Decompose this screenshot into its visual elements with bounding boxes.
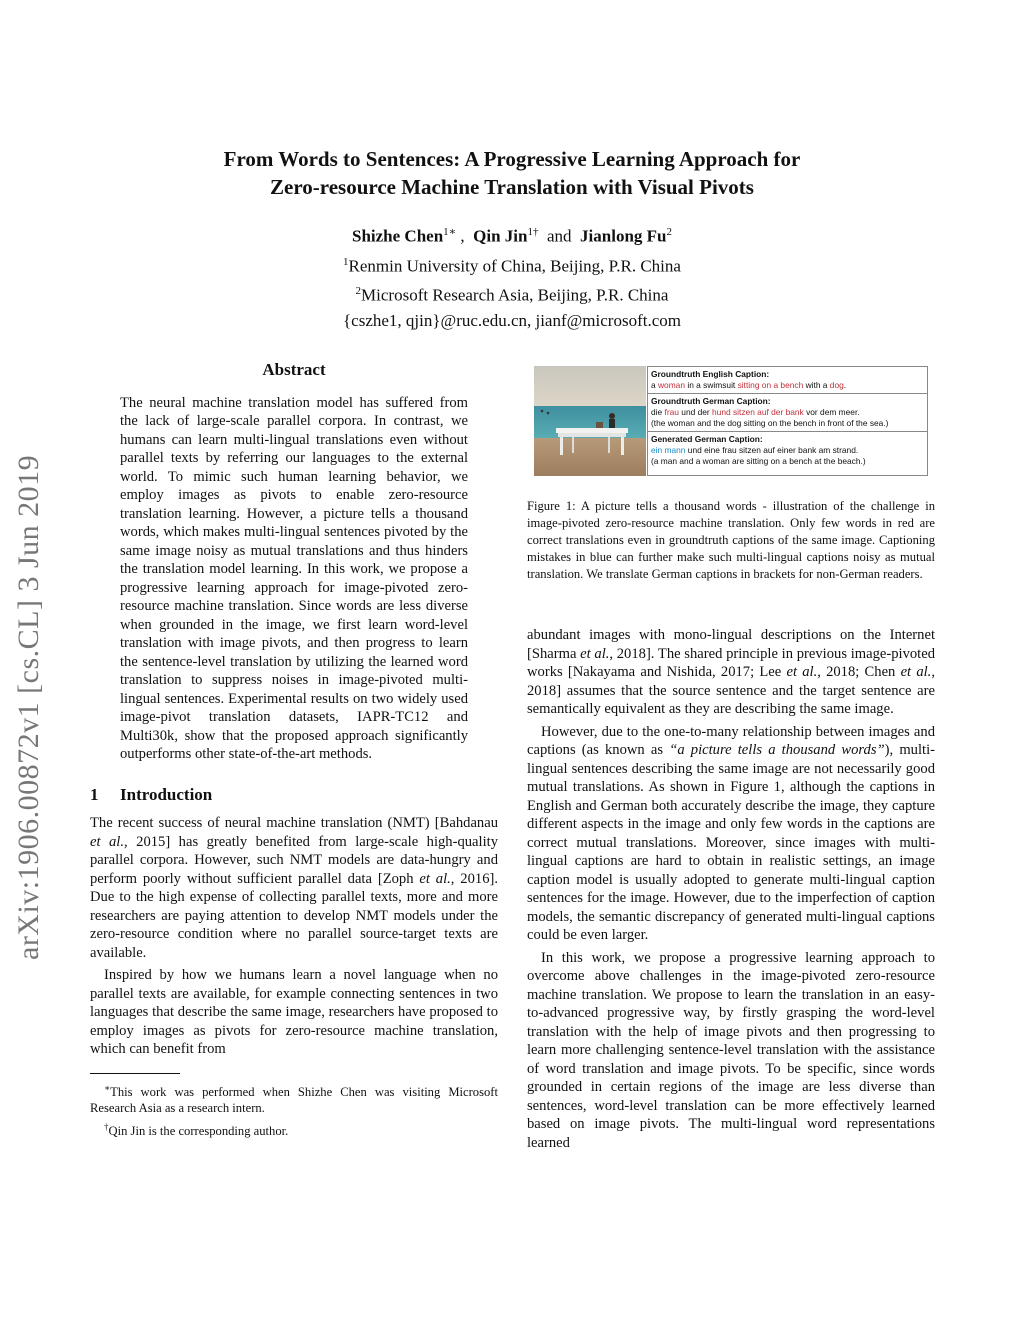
text-run: ), multi-lingual sentences describing the same image are not necessarily good mutual translations. As shown in Figure 1, although the captions in English and German both accurately describe the image, they capture different aspects in the image and only few words in the captions are correct mutual translations. Moreover, since images with multi-lingual captions are hard to obtain in realistic settings, an image caption model is usually adopted to generate multi-lingual caption sentences for the image. However, due to the imperfection of caption models, the semantic discrepancy of generated multi-lingual captions could be even larger. xyxy=(527,742,935,943)
author-separator: , xyxy=(456,226,474,246)
caption-heading: Groundtruth German Caption: xyxy=(651,396,771,406)
correct-word: dog xyxy=(829,380,844,390)
footnote-2 xyxy=(90,1119,498,1139)
citation-etal: et al. xyxy=(900,664,932,680)
correct-word: sitting on a bench xyxy=(737,380,804,390)
caption-heading: Generated German Caption: xyxy=(651,434,763,444)
section-title: Introduction xyxy=(120,784,213,804)
caption-run: in a swimsuit xyxy=(685,380,738,390)
caption-heading: Groundtruth English Caption: xyxy=(651,369,770,379)
groundtruth-german-caption xyxy=(648,394,927,432)
citation-etal: et al. xyxy=(580,645,610,662)
caption-translation: (a man and a woman are sitting on a bench at the beach.) xyxy=(651,456,866,466)
footnote-text: This work was performed when Shizhe Chen was visiting Microsoft Research Asia as a research intern. xyxy=(90,1084,498,1115)
author-name: Qin Jin xyxy=(473,226,528,246)
affiliation-1 xyxy=(0,250,1024,279)
abstract-text: The neural machine translation model has suffered from the lack of large-scale parallel corpora. In contrast, we humans can learn multi-lingual translations even without parallel texts by referring our languages to the external world. To mimic such human learning behavior, we employ images as pivots to enable zero-resource translation learning. However, a picture tells a thousand words, which makes multi-lingual sentences pivoted by the same image noisy as mutual translations and thus hinders the translation model learning. In this work, we propose a progressive learning approach for image-pivoted zero-resource machine translation. Since words are less diverse when grounded in the image, we first learn word-level translation with image pivots, and then progress to learn the sentence-level translation by utilizing the learned word translation to suppress noises in image-pivoted multi-lingual sentences. Experimental results on two widely used image-pivot translation datasets, IAPR-TC12 and Multi30k, show that the proposed approach significantly outperforms other state-of-the-art methods. xyxy=(120,394,468,762)
affil-text: Microsoft Research Asia, Beijing, P.R. China xyxy=(361,285,669,305)
groundtruth-english-caption xyxy=(648,367,927,394)
text-run: The recent success of neural machine translation (NMT) [Bahdanau xyxy=(90,815,498,831)
section-number: 1 xyxy=(90,784,99,804)
text-run: , 2018; Chen xyxy=(817,664,901,680)
author-name: Jianlong Fu xyxy=(580,226,667,246)
right-paragraph-1 xyxy=(527,626,935,719)
right-paragraph-3: In this work, we propose a progressive learning approach to overcome above challenges in the image-pivoted zero-resource machine translation. We propose to learn the translation in an easy-to-advanced progressive way, by firstly grasping the word-level translation with the help of image pivots and then progressing to learn more challenging sentence-level translation with the assistance of word translation and image pivots. To be specific, since words grounded in certain regions of the image are less diverse than sentences, word-level translation can be more effectively learned based on image pivots. The multi-lingual word representations learned xyxy=(527,949,935,1151)
figure-1-caption: Figure 1: A picture tells a thousand words - illustration of the challenge in image-pivoted zero-resource machine translation. Only few words in red are correct translations even in groundtruth captions of the same image. Captioning mistakes in blue can further make such multi-lingual captions noisy as mutual translation. We translate German captions in brackets for non-German readers. xyxy=(527,499,935,581)
caption-run: with a xyxy=(803,380,830,390)
text-run: , 2015] has greatly benefited from large-scale high-quality parallel corpora. However, such NMT models are data-hungry and perform poorly without sufficient parallel data [Zoph xyxy=(90,833,498,887)
left-column xyxy=(90,357,498,1139)
text-run: , 2016]. Due to the high expense of collecting parallel texts, more and more researchers are paying attention to develop NMT models under the zero-resource condition where no parallel source-target texts are available. xyxy=(90,870,498,961)
caption-run: und der xyxy=(678,407,713,417)
caption-run: vor dem meer. xyxy=(803,407,860,417)
correct-word: woman xyxy=(658,380,685,390)
text-run: , 2018] assumes that the source sentence and the target sentence are semantically equivalent as they are describing the same image. xyxy=(527,664,935,717)
title-line-1: From Words to Sentences: A Progressive Learning Approach for xyxy=(223,147,801,171)
citation-etal: et al. xyxy=(419,870,451,887)
correct-word: hund sitzen auf der bank xyxy=(712,407,804,417)
citation-etal: et al. xyxy=(90,833,125,850)
footnote-text: Qin Jin is the corresponding author. xyxy=(108,1123,289,1138)
affiliations xyxy=(0,250,1024,333)
author-sup: 1† xyxy=(527,226,539,238)
author-sup: 2 xyxy=(666,226,672,238)
caption-run: . xyxy=(843,380,847,390)
text-run: However, due to the one-to-many relationship between images and captions (as known as xyxy=(527,723,935,758)
caption-run: die xyxy=(651,407,665,417)
section-heading-introduction xyxy=(90,786,498,805)
author-sup: 1∗ xyxy=(443,226,457,238)
caption-text xyxy=(651,407,924,418)
text-run: , 2018]. The shared principle in previous image-pivoted works [Nakayama and Nishida, 2017; Lee xyxy=(527,645,935,680)
affil-text: Renmin University of China, Beijing, P.R. China xyxy=(348,256,681,276)
author-name: Shizhe Chen xyxy=(352,226,444,246)
caption-comparison-box xyxy=(647,366,928,476)
quoted-phrase: “a picture tells a thousand words” xyxy=(669,742,885,758)
author-list xyxy=(0,220,1024,249)
caption-translation: (the woman and the dog sitting on the bench in front of the sea.) xyxy=(651,418,889,428)
author-and: and xyxy=(538,226,581,246)
caption-run: a xyxy=(651,380,658,390)
right-column xyxy=(527,626,935,1152)
beach-bench-photo xyxy=(534,366,646,476)
affiliation-2 xyxy=(0,279,1024,308)
footnote-mark: † xyxy=(104,1121,109,1132)
abstract-body xyxy=(120,394,468,764)
footnote-rule xyxy=(90,1073,180,1074)
arxiv-identifier: arXiv:1906.00872v1 [cs.CL] 3 Jun 2019 xyxy=(12,454,45,960)
beach-photo-illustration xyxy=(534,366,646,476)
footnote-mark: ∗ xyxy=(104,1082,111,1093)
text-run: abundant images with mono-lingual descriptions on the Internet [Sharma xyxy=(527,627,935,662)
caption-text xyxy=(651,445,924,456)
intro-paragraph-1 xyxy=(90,814,498,962)
footnote-1 xyxy=(90,1080,498,1116)
affil-sup: 1 xyxy=(343,256,349,268)
generated-german-caption xyxy=(648,432,927,469)
mistake-word: ein mann xyxy=(651,445,686,455)
paper-title xyxy=(0,145,1024,201)
affil-sup: 2 xyxy=(355,284,362,297)
correct-word: frau xyxy=(664,407,679,417)
citation-etal: et al. xyxy=(786,664,818,680)
abstract-heading: Abstract xyxy=(262,360,326,379)
caption-text xyxy=(651,380,924,391)
title-line-2: Zero-resource Machine Translation with Visual Pivots xyxy=(270,175,754,199)
caption-run: und eine frau sitzen auf einer bank am strand. xyxy=(685,445,859,455)
author-emails: {cszhe1, qjin}@ruc.edu.cn, jianf@microsoft.com xyxy=(343,311,681,331)
intro-paragraph-2: Inspired by how we humans learn a novel language when no parallel texts are available, for example connecting sentences in two languages that describe the same image, researchers have proposed to employ images as pivots for zero-resource machine translation, which can benefit from xyxy=(90,967,498,1057)
right-paragraph-2 xyxy=(527,723,935,945)
figure-1 xyxy=(534,366,928,476)
